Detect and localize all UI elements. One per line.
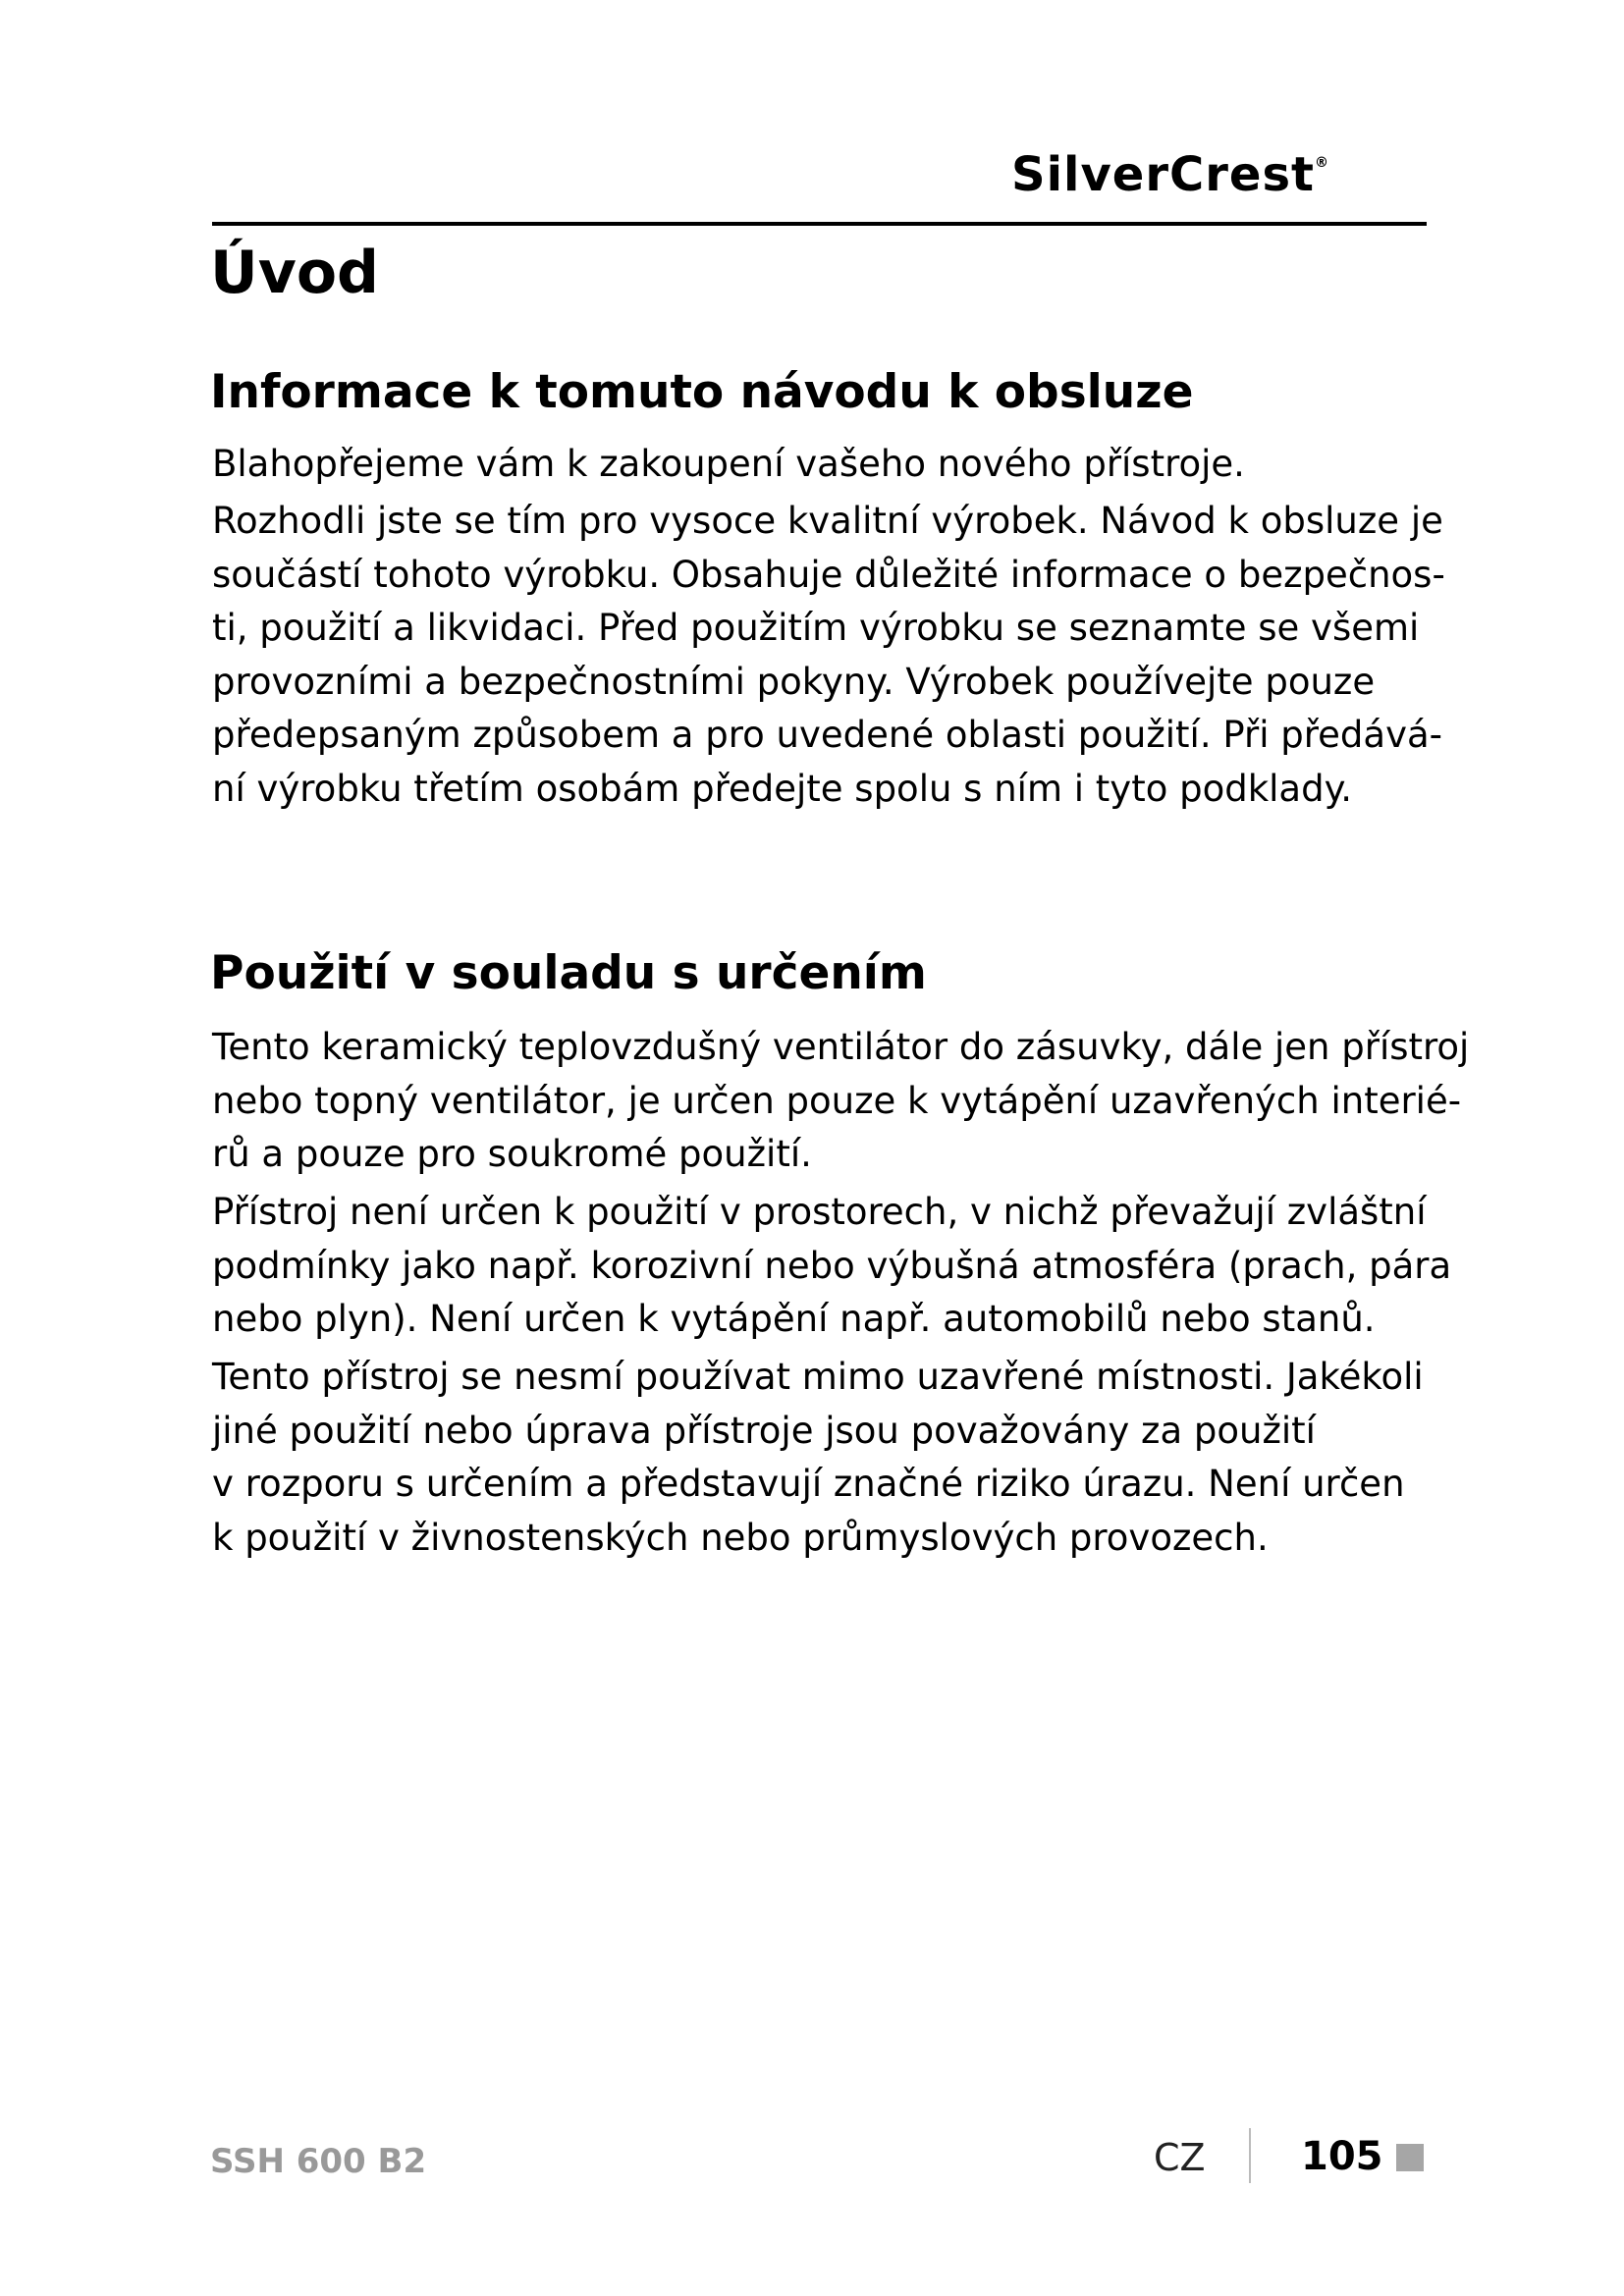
paragraph-manual-info <box>212 495 1445 816</box>
page-title: Úvod <box>210 239 380 307</box>
section-heading-manual-info: Informace k tomuto návodu k obsluze <box>210 365 1194 419</box>
page-marker-square-icon <box>1396 2144 1424 2171</box>
paragraph-restrictions <box>212 1186 1452 1347</box>
text-line: Tento keramický teplovzdušný ventilátor do zásuvky, dále jen přístroj <box>212 1026 1470 1068</box>
text-line: rů a pouze pro soukromé použití. <box>212 1133 812 1175</box>
paragraph-intended-use <box>212 1021 1470 1182</box>
text-line: součástí tohoto výrobku. Obsahuje důležité informace o bezpečnos- <box>212 553 1445 596</box>
paragraph-congratulations <box>212 438 1439 492</box>
text-line: jiné použití nebo úprava přístroje jsou považovány za použití <box>212 1409 1316 1452</box>
footer-language-code: CZ <box>1154 2136 1206 2179</box>
footer-model-number: SSH 600 B2 <box>210 2142 427 2181</box>
brand-name: SilverCrest <box>1011 147 1315 202</box>
text-line: nebo plyn). Není určen k vytápění např. automobilů nebo stanů. <box>212 1298 1376 1340</box>
header-rule <box>212 222 1427 226</box>
footer-separator <box>1249 2128 1251 2183</box>
text-line: provozními a bezpečnostními pokyny. Výrobek používejte pouze <box>212 660 1376 703</box>
page-number: 105 <box>1301 2134 1383 2179</box>
section-heading-intended-use: Použití v souladu s určením <box>210 946 927 1000</box>
text-line: k použití v živnostenských nebo průmyslových provozech. <box>212 1516 1269 1559</box>
brand-registered-mark: ® <box>1314 155 1329 171</box>
text-line: Tento přístroj se nesmí používat mimo uzavřené místnosti. Jakékoli <box>212 1356 1424 1398</box>
text-line: ti, použití a likvidaci. Před použitím výrobku se seznamte se všemi <box>212 607 1420 649</box>
text-line: předepsaným způsobem a pro uvedené oblasti použití. Při předává- <box>212 714 1442 756</box>
text-line: v rozporu s určením a představují značné riziko úrazu. Není určen <box>212 1463 1405 1505</box>
text-line: nebo topný ventilátor, je určen pouze k vytápění uzavřených interié- <box>212 1079 1462 1122</box>
text-line: Přístroj není určen k použití v prostorech, v nichž převažují zvláštní <box>212 1191 1427 1233</box>
text-line: Blahopřejeme vám k zakoupení vašeho nového přístroje. <box>212 443 1245 485</box>
brand-logo <box>1011 147 1424 216</box>
text-line: ní výrobku třetím osobám předejte spolu s ním i tyto podklady. <box>212 767 1352 810</box>
text-line: podmínky jako např. korozivní nebo výbušná atmosféra (prach, pára <box>212 1244 1452 1287</box>
paragraph-outdoor-warning <box>212 1351 1439 1565</box>
text-line: Rozhodli jste se tím pro vysoce kvalitní výrobek. Návod k obsluze je <box>212 500 1443 542</box>
